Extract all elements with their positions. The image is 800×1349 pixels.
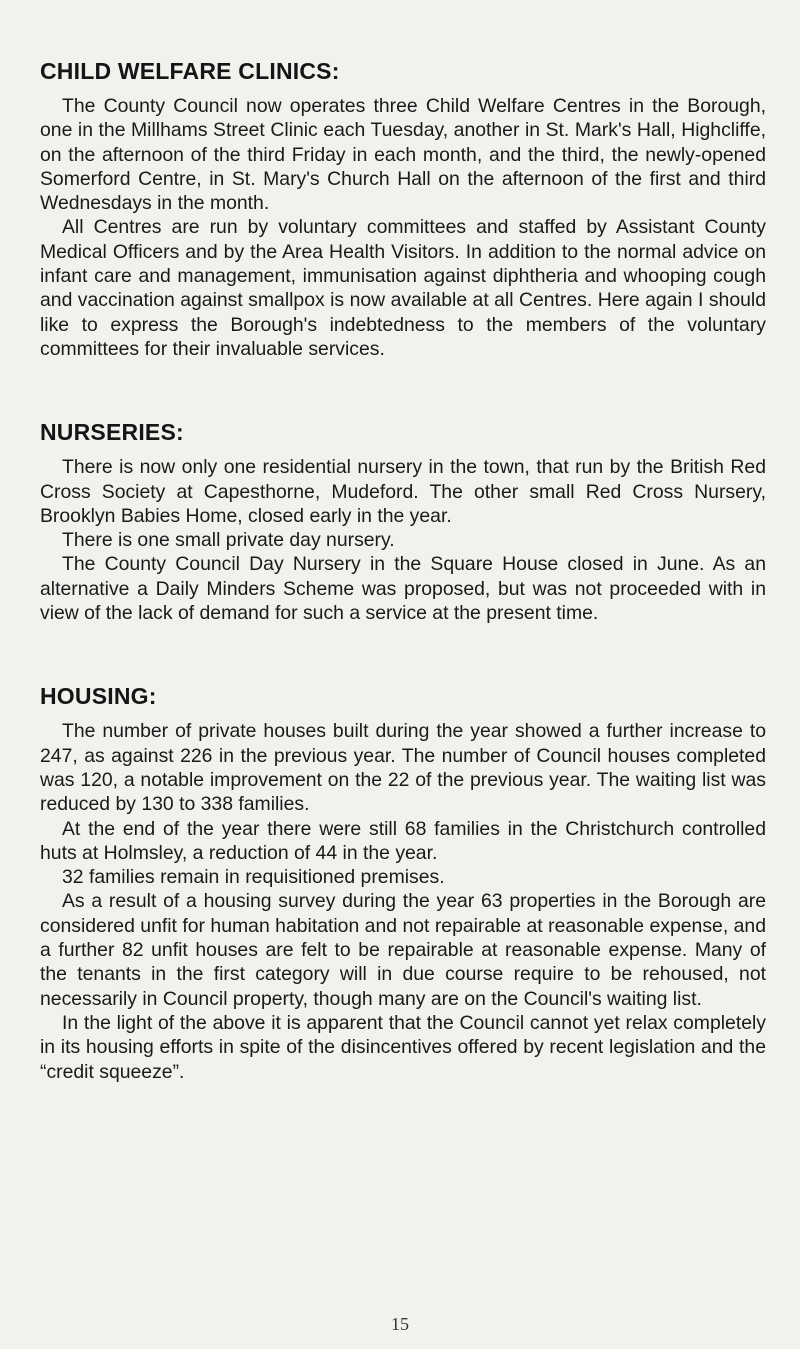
- paragraph: At the end of the year there were still 68 families in the Christchurch controlled huts at Holmsley, a reduction of 44 in the year.: [40, 817, 766, 864]
- paragraph: The County Council Day Nursery in the Square House closed in June. As an alternative a Daily Minders Scheme was proposed, but was not proceeded with in view of the lack of demand for such a service at the present time.: [40, 553, 766, 625]
- paragraph: There is now only one residential nursery in the town, that run by the British Red Cross Society at Capesthorne, Mudeford. The other small Red Cross Nursery, Brooklyn Babies Home, closed early in the year.: [40, 456, 766, 527]
- section-child-welfare-clinics: [40, 56, 766, 361]
- paragraph: All Centres are run by voluntary committees and staffed by Assistant County Medical Officers and by the Area Health Visitors. In addition to the normal advice on infant care and management, immunisation against diphtheria and whooping cough and vaccination against smallpox is now available at all Centres. Here again I should like to express the Borough's indebtedness to the members of the voluntary committees for their invaluable services.: [40, 216, 766, 360]
- paragraph: The County Council now operates three Child Welfare Centres in the Borough, one in the Millhams Street Clinic each Tuesday, another in St. Mark's Hall, Highcliffe, on the afternoon of the third Friday in each month, and the third, the newly-opened Somerford Centre, in St. Mary's Church Hall on the afternoon of the first and third Wednesdays in the month.: [40, 95, 766, 215]
- section-heading: CHILD WELFARE CLINICS:: [40, 58, 340, 84]
- page-content: [40, 56, 766, 1140]
- paragraph: The number of private houses built during the year showed a further increase to 247, as against 226 in the previous year. The number of Council houses completed was 120, a notable improvement on the 22 of the previous year. The waiting list was reduced by 130 to 338 families.: [40, 720, 766, 816]
- paragraph: 32 families remain in requisitioned premises.: [62, 866, 445, 889]
- section-heading: NURSERIES:: [40, 419, 184, 446]
- paragraph: As a result of a housing survey during the year 63 properties in the Borough are considered unfit for human habitation and not repairable at reasonable expense, and a further 82 unfit houses are felt to be repairable at reasonable expense. Many of the tenants in the first category will in due course require to be rehoused, not necessarily in Council property, though many are on the Council's waiting list.: [40, 890, 766, 1010]
- paragraph: In the light of the above it is apparent that the Council cannot yet relax completely in its housing efforts in spite of the disincentives offered by recent legislation and the “credit squeeze”.: [40, 1011, 766, 1083]
- section-nurseries: [40, 417, 766, 625]
- page-number: 15: [391, 1314, 409, 1334]
- section-housing: [40, 681, 766, 1083]
- paragraph: There is one small private day nursery.: [62, 529, 395, 552]
- section-heading: HOUSING:: [40, 683, 157, 710]
